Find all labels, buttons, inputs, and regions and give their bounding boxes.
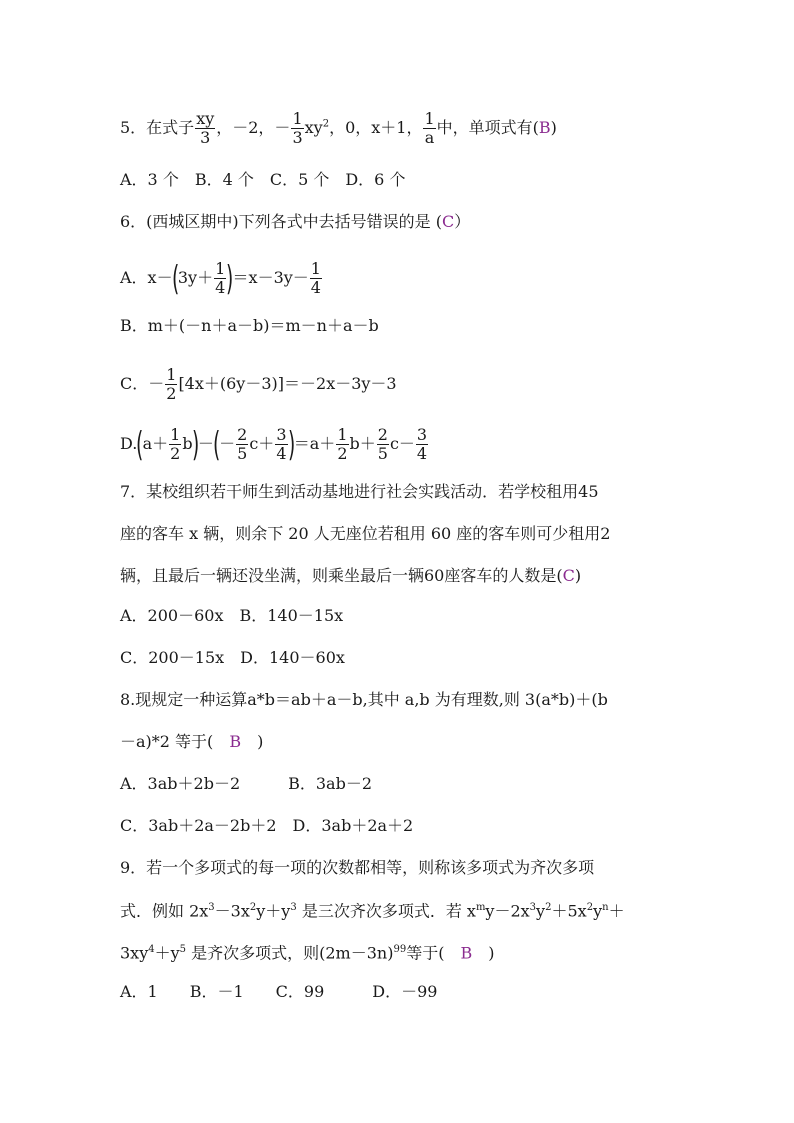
q5-fraction-3: $\frac{1}{a}$ xyxy=(424,109,435,147)
question-7-line-2: 座的客车 x 辆，则余下 20 人无座位若租用 60 座的客车则可少租用2 xyxy=(120,524,611,543)
q7-options-1: A．200－60x B．140－15x xyxy=(120,606,344,625)
q6-option-c: C．－ $\frac{1}{2}$ [4x＋(6y－3)]＝－2x－3y－3 xyxy=(120,365,397,403)
q8-options-2: C．3ab＋2a－2b＋2 D．3ab＋2a＋2 xyxy=(120,816,414,835)
question-6: 6．(西城区期中)下列各式中去括号错误的是 (C） xyxy=(120,212,471,231)
q5-prefix: 5．在式子 xyxy=(120,118,195,137)
q6-answer: C xyxy=(442,212,455,231)
q5-fraction-2: $\frac{1}{3}$ xyxy=(292,109,303,147)
question-7-line-1: 7．某校组织若干师生到活动基地进行社会实践活动．若学校租用45 xyxy=(120,482,599,501)
q6-option-b: B．m＋(－n＋a－b)＝m－n＋a－b xyxy=(120,316,379,335)
q6-option-d: D.(a＋ $\frac{1}{2}$ b)－(－ $\frac{2}{5}$ c＋ $\frac{3}{4}$ )＝a＋ $\frac{1}{2}$ b＋ $\frac{2}{5}$ c－ $\frac{3}{4}$ xyxy=(120,424,428,465)
question-9-line-1: 9．若一个多项式的每一项的次数都相等，则称该多项式为齐次多项 xyxy=(120,858,595,877)
q5-answer: B xyxy=(538,118,551,137)
q8-answer: B xyxy=(229,732,242,751)
q9-options: A．1 B．－1 C．99 D．－99 xyxy=(120,982,438,1001)
question-9-line-3: $3xy^4+y^5$ 是齐次多项式，则$(2m-3n)^{99}$等于( B ) xyxy=(120,943,495,963)
q7-answer: C xyxy=(562,566,575,585)
question-5: 5．在式子 $\frac{xy}{3}$ ，－2，－ $\frac{1}{3}$ $xy^2$，0，x＋1， $\frac{1}{a}$ 中，单项式有(B) xyxy=(120,109,557,147)
question-8-line-1: 8.现规定一种运算a*b＝ab＋a－b,其中 a,b 为有理数,则 3(a*b)＋(b xyxy=(120,690,608,709)
question-7-line-3: 辆，且最后一辆还没坐满，则乘坐最后一辆60座客车的人数是(C) xyxy=(120,566,582,585)
question-9-line-2: 式．例如 $2x^3-3x^2y+y^3$ 是三次齐次多项式．若 $x^my-2x^3y^2+5x^2y^n+$ xyxy=(120,901,625,921)
q8-options-1: A．3ab＋2b－2 B．3ab－2 xyxy=(120,774,373,793)
q9-answer: B xyxy=(460,943,473,963)
q5-options: A．3 个 B．4 个 C．5 个 D．6 个 xyxy=(120,170,406,189)
q5-fraction-1: $\frac{xy}{3}$ xyxy=(196,109,215,147)
question-8-line-2: －a)*2 等于( B ) xyxy=(120,732,264,751)
q6-option-a: A．x－(3y＋ $\frac{1}{4}$ )＝x－3y－ $\frac{1}{4}$ xyxy=(120,258,321,299)
q7-options-2: C．200－15x D．140－60x xyxy=(120,648,345,667)
